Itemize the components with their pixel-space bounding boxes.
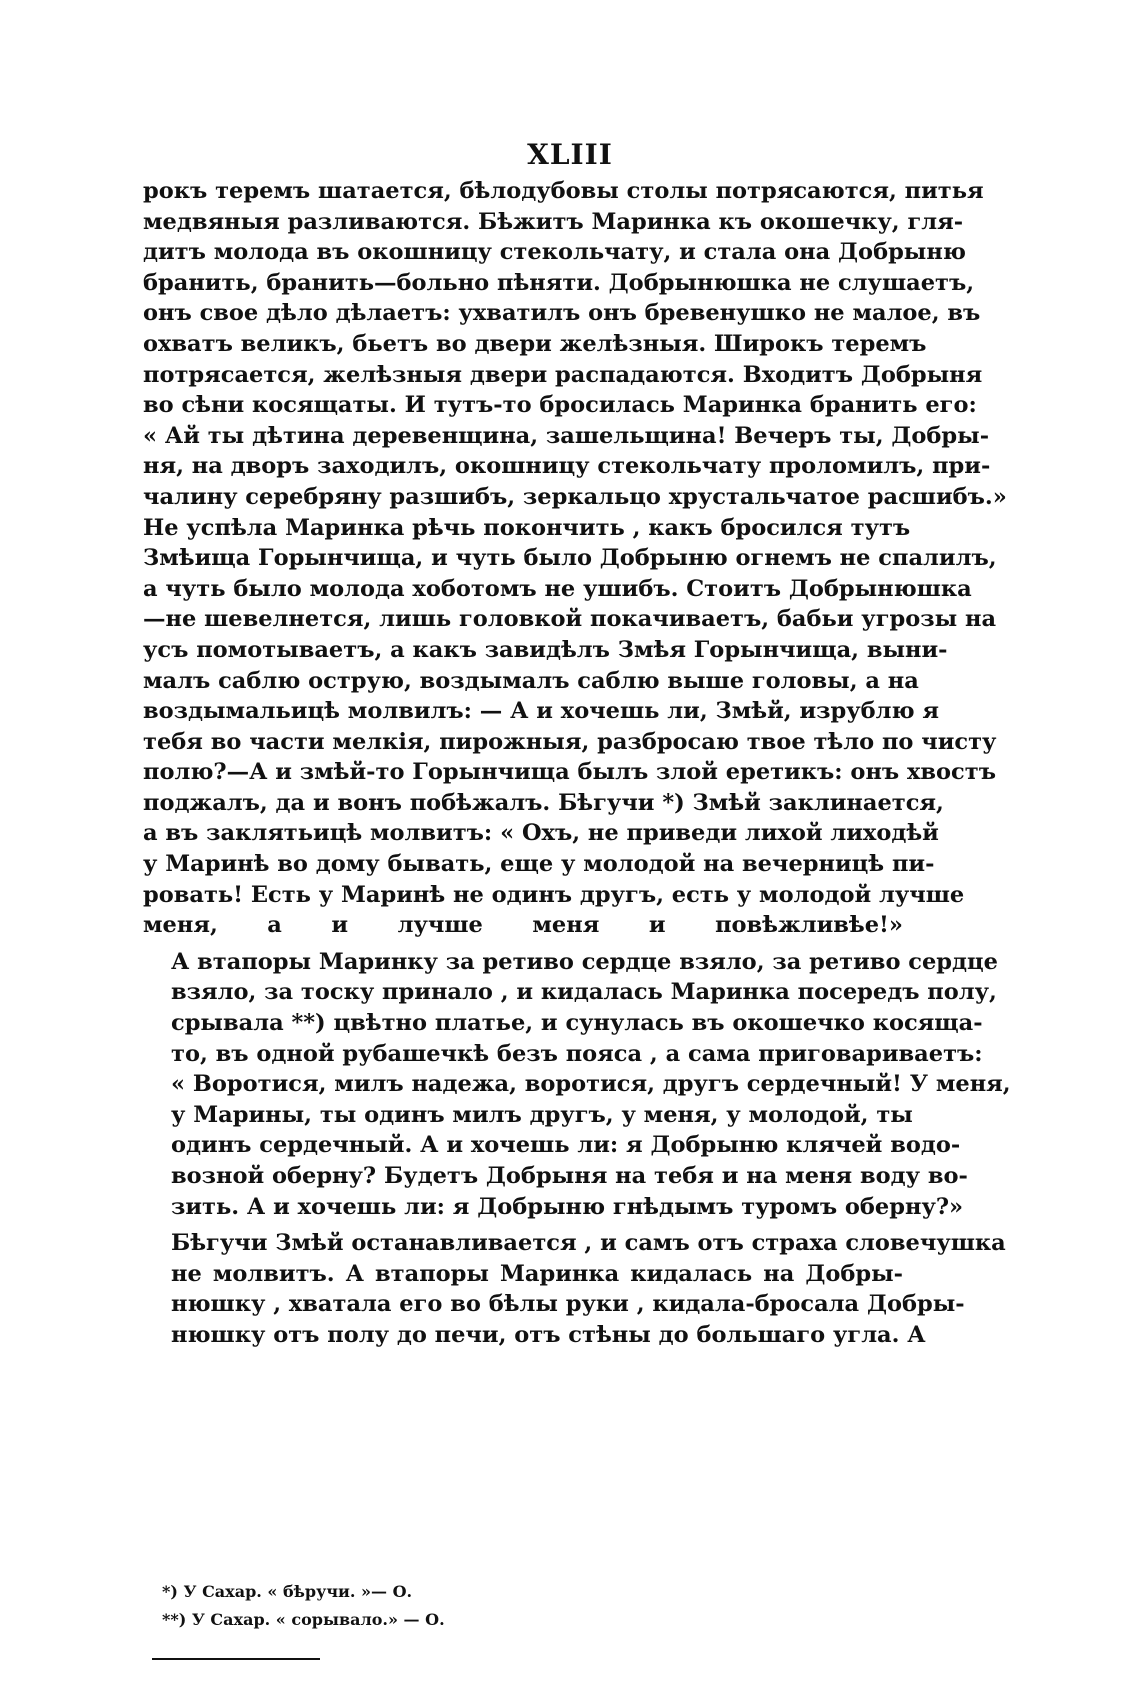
paragraph — [143, 947, 1011, 1222]
footnote: **) У Сахар. « сорывало.» — О. — [162, 1610, 445, 1629]
text-line: меня, а и лучше меня и повѣжливѣе!» — [143, 912, 903, 939]
text-line: во сѣни косящаты. И тутъ-то бросилась Маринка бранить его: — [143, 392, 977, 419]
paragraph — [143, 176, 1007, 941]
footnote-divider — [152, 1658, 320, 1660]
text-line: то, въ одной рубашечкѣ безъ пояса , а сама приговариваетъ: — [171, 1040, 983, 1067]
page-number: XLIII — [527, 138, 613, 171]
text-line: Бѣгучи Змѣй останавливается , и самъ отъ страха словечушка — [171, 1230, 1006, 1257]
text-line: нюшку , хватала его во бѣлы руки , кидала-бросала Добры- — [171, 1291, 965, 1318]
text-line: поджалъ, да и вонъ побѣжалъ. Бѣгучи *) Змѣй заклинается, — [143, 789, 944, 816]
footnotes — [162, 1578, 445, 1634]
text-line: малъ саблю острую, воздымалъ саблю выше головы, а на — [143, 667, 919, 694]
text-line: одинъ сердечный. А и хочешь ли: я Добрыню клячей водо- — [171, 1132, 961, 1159]
text-line: А втапоры Маринку за ретиво сердце взяло, за ретиво сердце — [171, 948, 998, 975]
text-line: чалину серебряну разшибъ, зеркальцо хрустальчатое расшибъ.» — [143, 483, 1007, 510]
text-line: ня, на дворъ заходилъ, окошницу стекольчату проломилъ, при- — [143, 453, 991, 480]
text-line: а въ заклятьицѣ молвитъ: « Охъ, не приведи лихой лиходѣй — [143, 820, 939, 847]
text-line: « Воротися, милъ надежа, воротися, другъ сердечный! У меня, — [171, 1071, 1011, 1098]
text-line: тебя во части мелкія, пирожныя, разбросаю твое тѣло по чисту — [143, 728, 997, 755]
text-line: « Ай ты дѣтина деревенщина, зашельщина! Вечеръ ты, Добры- — [143, 422, 990, 449]
text-line: не молвитъ. А втапоры Маринка кидалась на Добры- — [171, 1260, 903, 1287]
text-line: бранить, бранить—больно пѣняти. Добрынюшка не слушаетъ, — [143, 269, 975, 296]
text-line: воздымальицѣ молвилъ: — А и хочешь ли, Змѣй, изрублю я — [143, 698, 940, 725]
body-text — [143, 176, 1011, 1351]
text-line: а чуть было молода хоботомъ не ушибъ. Стоитъ Добрынюшка — [143, 575, 972, 602]
text-line: рокъ теремъ шатается, бѣлодубовы столы потрясаются, питья — [143, 178, 984, 204]
text-line: —не шевелнется, лишь головкой покачиваетъ, бабьи угрозы на — [143, 606, 997, 633]
text-line: онъ свое дѣло дѣлаетъ: ухватилъ онъ бревенушко не малое, въ — [143, 300, 981, 327]
text-line: усъ помотываетъ, а какъ завидѣлъ Змѣя Горынчища, выни- — [143, 636, 948, 663]
text-line: ровать! Есть у Маринѣ не одинъ другъ, есть у молодой лучше — [143, 881, 965, 908]
text-line: полю?—А и змѣй-то Горынчища былъ злой еретикъ: онъ хвостъ — [143, 759, 996, 786]
text-line: зить. А и хочешь ли: я Добрыню гнѣдымъ туромъ оберну?» — [171, 1193, 964, 1220]
text-line: у Марины, ты одинъ милъ другъ, у меня, у молодой, ты — [171, 1101, 913, 1128]
paragraph — [143, 1228, 1006, 1350]
text-line: у Маринѣ во дому бывать, еще у молодой на вечерницѣ пи- — [143, 851, 935, 878]
text-line: Змѣища Горынчища, и чуть было Добрыню огнемъ не спалилъ, — [143, 545, 997, 572]
text-line: потрясается, желѣзныя двери распадаются. Входитъ Добрыня — [143, 361, 983, 388]
text-line: возной оберну? Будетъ Добрыня на тебя и на меня воду во- — [171, 1163, 968, 1189]
text-line: срывала **) цвѣтно платье, и сунулась въ окошечко косяща- — [171, 1010, 983, 1037]
footnote: *) У Сахар. « бѣручи. »— О. — [162, 1582, 413, 1601]
text-line: медвяныя разливаются. Бѣжитъ Маринка къ окошечку, гля- — [143, 208, 964, 235]
text-line: нюшку отъ полу до печи, отъ стѣны до большаго угла. А — [171, 1321, 926, 1348]
text-line: Не успѣла Маринка рѣчь покончить , какъ бросился тутъ — [143, 514, 911, 541]
text-line: дитъ молода въ окошницу стекольчату, и стала она Добрыню — [143, 239, 966, 266]
text-line: охватъ великъ, бьетъ во двери желѣзныя. Широкъ теремъ — [143, 330, 927, 357]
text-line: взяло, за тоску принало , и кидалась Маринка посередъ полу, — [171, 979, 997, 1006]
